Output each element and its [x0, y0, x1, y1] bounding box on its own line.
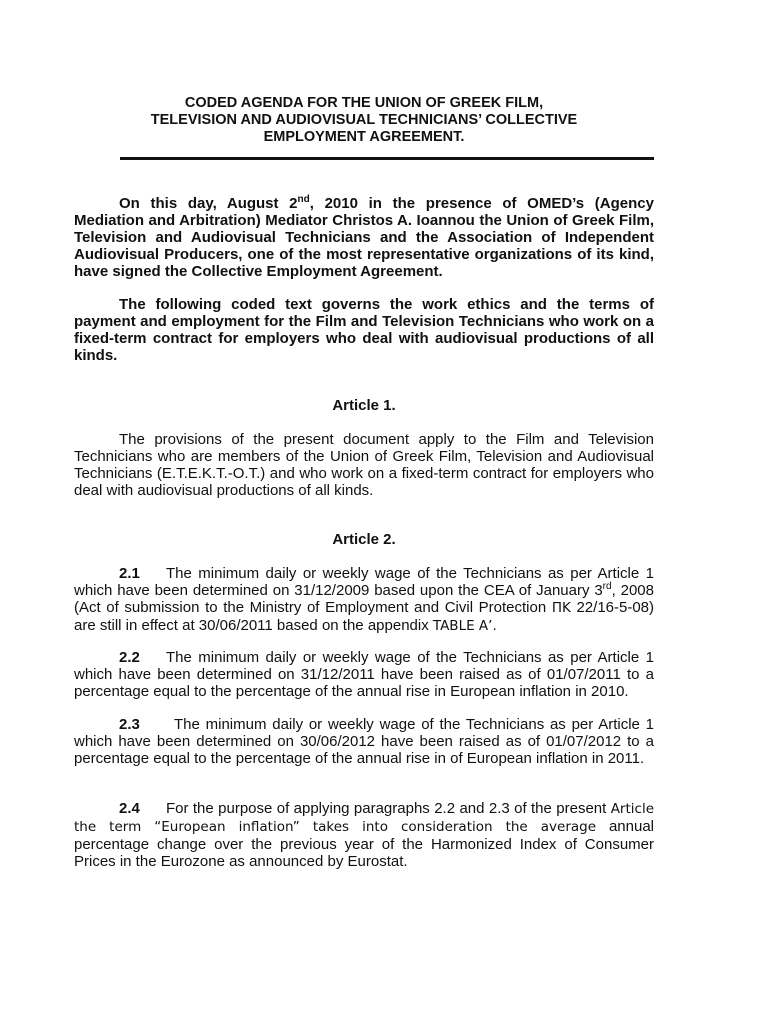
section-2-2-text: The minimum daily or weekly wage of the Technicians as per Article 1 which have been determined on 31/12/2011 have been raised as of 01/07/2011 to a percentage equal to the percentage of the annual rise in European inflation in 2010.	[74, 649, 654, 700]
section-2-4-text-c: annual percentage change over the previous year of the Harmonized Index of Consumer Prices in the Eurozone as announced by Eurostat.	[74, 818, 654, 870]
section-number: 2.3	[119, 716, 140, 733]
intro-p1-text-a: On this day, August 2	[119, 195, 298, 212]
section-2-1-text-d: 22/16-5-08) are still in effect at 30/06/2011 based on the appendix	[74, 599, 655, 634]
document-title	[74, 95, 654, 146]
section-2-3-text: The minimum daily or weekly wage of the Technicians as per Article 1 which have been determined on 30/06/2012 have been raised as of 01/07/2012 to a percentage equal to the percentage of the annual rise in of European inflation in 2011.	[74, 716, 654, 767]
article-2-heading: Article 2.	[332, 531, 396, 548]
section-2-1-sup: rd	[602, 581, 612, 592]
section-2-1	[74, 565, 654, 635]
intro-paragraph-1	[74, 195, 654, 280]
section-2-4-text-a: For the purpose of applying paragraphs 2.2 and 2.3 of the present	[166, 800, 611, 817]
section-2-1-text-b: , 2008 (Act of submission to the Ministry of Employment and Civil Protection	[74, 582, 654, 616]
intro-paragraph-2: The following coded text governs the work ethics and the terms of payment and employment for the Film and Television Technicians who work on a fixed-term contract for employers who deal with audiovisual productions of all kinds.	[74, 296, 654, 364]
article-1-heading: Article 1.	[332, 397, 396, 414]
title-line-2: TELEVISION AND AUDIOVISUAL TECHNICIANS’ COLLECTIVE	[150, 112, 578, 128]
section-2-4-text-b: Article the term “European inflation” takes into consideration the average	[74, 801, 654, 835]
article-1-text: The provisions of the present document apply to the Film and Television Technicians who are members of the Union of Greek Film, Television and Audiovisual Technicians (E.T.E.K.T.-O.T.) and who work on a fixed-term contract for employers who deal with audiovisual productions of all kinds.	[74, 431, 654, 499]
section-2-1-text-a: The minimum daily or weekly wage of the Technicians as per Article 1 which have been determined on 31/12/2009 based upon the CEA of January 3	[74, 565, 654, 599]
section-number: 2.1	[119, 565, 140, 582]
title-divider	[120, 157, 654, 160]
intro-p1-sup: nd	[297, 194, 310, 205]
intro-p1-text-b: , 2010 in the presence of OMED’s (Agency Mediation and Arbitration) Mediator Christos A. Ioannou the Union of Greek Film, Television and Audiovisual Technicians and the Association of Independent Audiovisual Producers, one of the most representative organizations of its kind, have signed the Collective Employment Agreement.	[74, 195, 654, 280]
section-2-1-text-e: TABLE A’.	[432, 618, 497, 634]
section-number: 2.4	[119, 800, 140, 817]
section-2-2	[74, 649, 654, 700]
section-2-3	[74, 716, 654, 767]
section-number: 2.2	[119, 649, 140, 666]
title-line-1: CODED AGENDA FOR THE UNION OF GREEK FILM,	[184, 95, 544, 111]
title-line-3: EMPLOYMENT AGREEMENT.	[263, 129, 465, 145]
section-2-4	[74, 800, 654, 870]
section-2-1-text-c: ΠΚ	[551, 600, 571, 616]
